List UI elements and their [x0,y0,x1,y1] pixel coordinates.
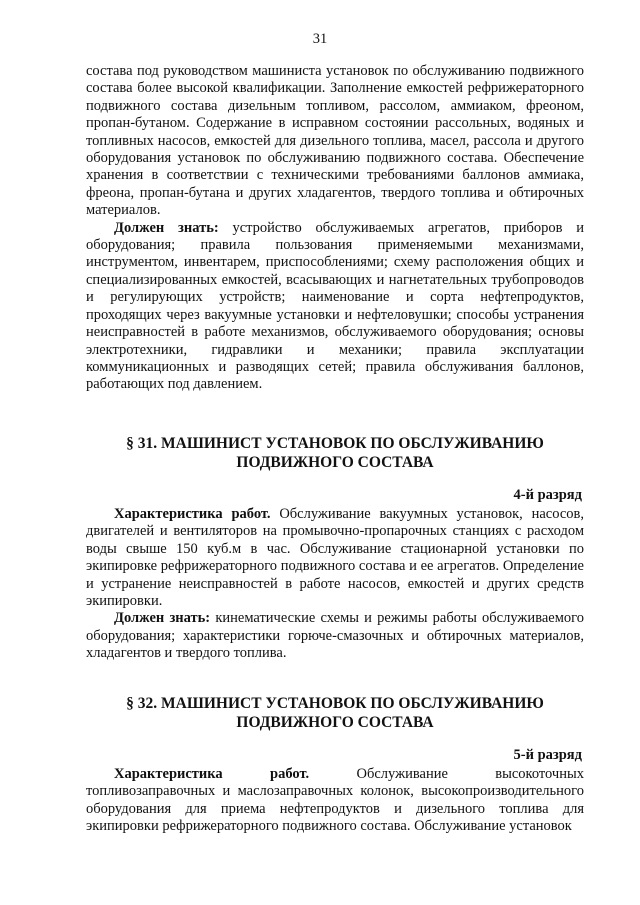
continuation-block [86,63,584,394]
must-know-label: Должен знать: [114,219,219,236]
section-31-heading [86,434,584,472]
section-32-characteristic-text: Обслуживание высокоточных топливозаправочных и маслозаправочных колонок, высокопроизводительного оборудования для приема нефтепродуктов и дизельного топлива для экипировки рефрижераторного подвижного состава. Обслуживание установок [86,766,584,835]
continuation-paragraph: состава под руководством машиниста установок по обслуживанию подвижного состава более высокой квалификации. Заполнение емкостей рефрижераторного подвижного состава дизельным топливом, рассолом, аммиаком, фреоном, пропан-бутаном. Содержание в исправном состоянии рассольных, водяных и топливных насосов, емкостей для дизельного топлива, масел, рассола и другого оборудования установок по обслуживанию подвижного состава. Обеспечение хранения в соответствии с техническими требованиями баллонов аммиака, фреона, пропан-бутана и других хладагентов, твердого топлива и обтирочных материалов. [86,63,584,219]
section-31-must-know [86,610,584,662]
section-32-heading [86,694,584,732]
section-31-heading-line2: ПОДВИЖНОГО СОСТАВА [236,454,434,471]
section-31-characteristic-label: Характеристика работ. [114,506,271,522]
section-31-heading-line1: § 31. МАШИНИСТ УСТАНОВОК ПО ОБСЛУЖИВАНИЮ [126,435,544,452]
must-know-text: устройство обслуживаемых агрегатов, приборов и оборудования; правила пользования применяемыми механизмами, инструментом, инвентарем, приспособлениями; схему расположения общих и специализированных емкостей, всасывающих и нагнетательных трубопроводов и регулирующих устройств; наименование и сорта нефтепродуктов, проходящих через вакуумные установки и нефтеловушки; способы устранения неисправностей в работе механизмов, обслуживаемого оборудования; основы электротехники, гидравлики и механики; правила эксплуатации коммуникационных и разводящих сетей; правила обслуживания баллонов, работающих под давлением. [86,219,584,393]
section-32-characteristic-label: Характеристика работ. [114,766,310,782]
section-32-heading-line2: ПОДВИЖНОГО СОСТАВА [236,714,434,731]
section-31-rank: 4-й разряд [513,487,582,503]
section-31-characteristic [86,506,584,610]
section-31-body [86,506,584,663]
section-31-must-know-text: кинематические схемы и режимы работы обслуживаемого оборудования; характеристики горюче-смазочных и обтирочных материалов, хладагентов и твердого топлива. [86,610,584,662]
section-32-heading-line1: § 32. МАШИНИСТ УСТАНОВОК ПО ОБСЛУЖИВАНИЮ [126,695,544,712]
page-number: 31 [312,31,328,47]
section-31-must-know-label: Должен знать: [114,610,211,627]
section-32-characteristic [86,766,584,836]
section-32-rank: 5-й разряд [513,747,582,763]
must-know-paragraph [86,220,584,394]
section-31-characteristic-text: Обслуживание вакуумных установок, насосов, двигателей и вентиляторов на промывочно-пропарочных станциях с расходом воды свыше 150 куб.м в час. Обслуживание стационарной установки по экипировке рефрижераторного подвижного состава и ее агрегатов. Определение и устранение неисправностей в работе насосов, емкостей и других средств экипировки. [86,506,584,610]
section-32-body [86,766,584,836]
